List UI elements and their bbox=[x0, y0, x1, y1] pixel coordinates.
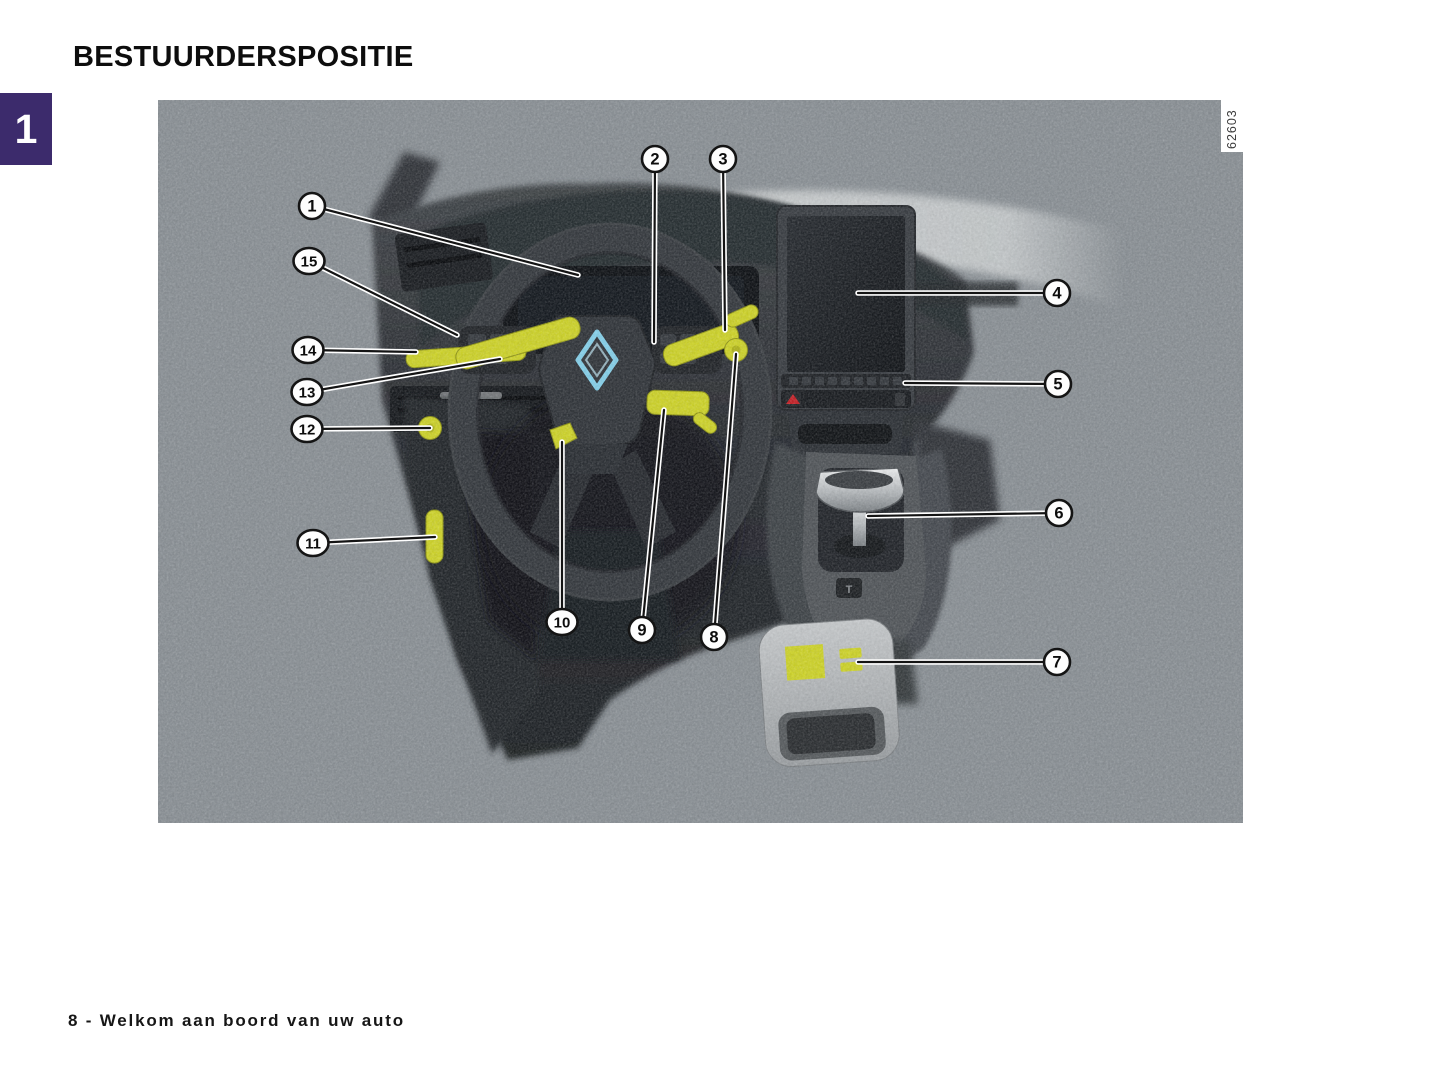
page-title: BESTUURDERSPOSITIE bbox=[73, 41, 414, 73]
image-id-notch bbox=[1221, 100, 1243, 152]
svg-text:10: 10 bbox=[553, 614, 571, 632]
svg-text:12: 12 bbox=[298, 421, 316, 439]
svg-text:5: 5 bbox=[1053, 375, 1063, 394]
dashboard-diagram bbox=[158, 100, 1243, 823]
svg-text:3: 3 bbox=[718, 150, 728, 169]
svg-text:4: 4 bbox=[1052, 284, 1062, 303]
image-id: 62603 bbox=[1225, 109, 1239, 149]
svg-text:2: 2 bbox=[650, 150, 660, 169]
svg-text:14: 14 bbox=[299, 342, 317, 360]
svg-text:13: 13 bbox=[298, 384, 316, 402]
svg-text:15: 15 bbox=[300, 253, 318, 271]
svg-text:T: T bbox=[845, 584, 853, 596]
svg-text:6: 6 bbox=[1054, 504, 1064, 523]
svg-text:8: 8 bbox=[709, 628, 719, 647]
svg-text:11: 11 bbox=[305, 535, 321, 553]
chapter-tab bbox=[0, 93, 52, 165]
svg-text:9: 9 bbox=[637, 621, 647, 640]
dashboard-figure bbox=[158, 100, 1243, 823]
svg-text:1: 1 bbox=[307, 197, 317, 216]
page-footer: 8 - Welkom aan boord van uw auto bbox=[68, 1011, 405, 1030]
chapter-number: 1 bbox=[14, 105, 38, 152]
svg-text:7: 7 bbox=[1052, 653, 1062, 672]
